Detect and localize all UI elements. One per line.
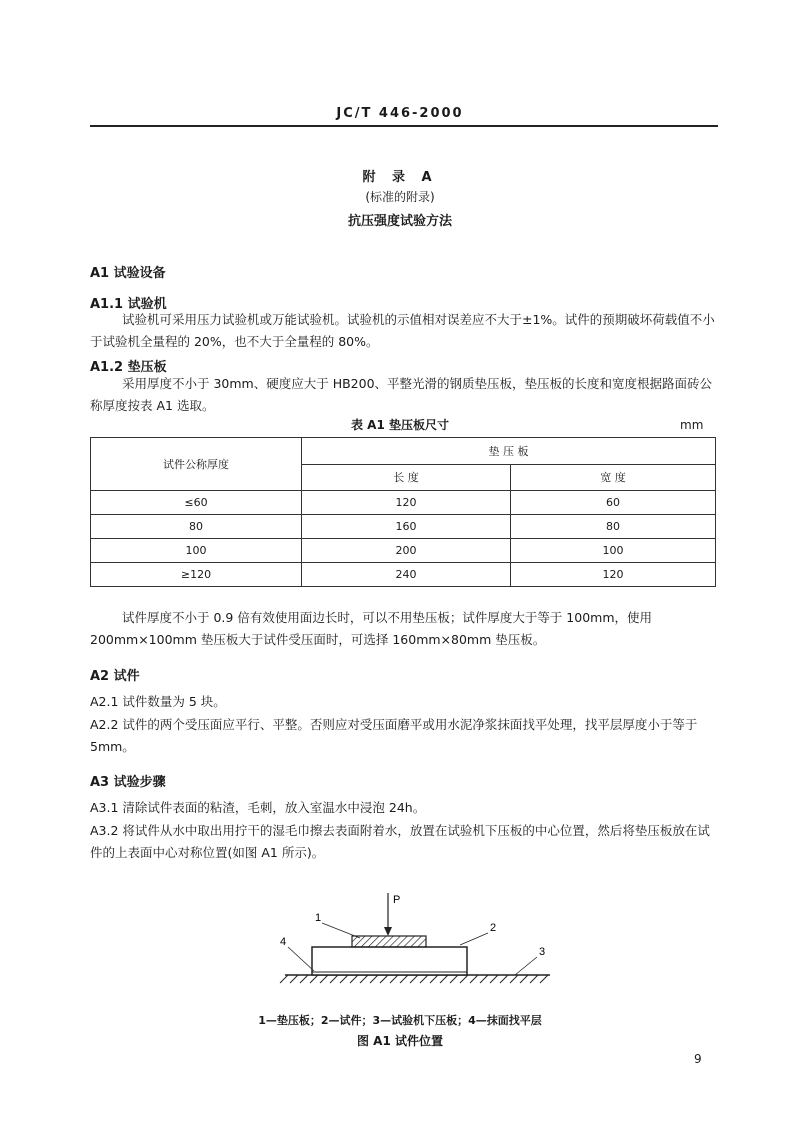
- leader-3: [515, 957, 537, 975]
- specimen-position-figure: [260, 885, 560, 1010]
- header-thickness: 试件公称厚度: [91, 438, 302, 491]
- leader-4: [288, 947, 314, 971]
- callout-2: 2: [490, 922, 497, 934]
- a21-text: A2.1 试件数量为 5 块。: [90, 694, 226, 709]
- appendix-label: 附 录 A: [362, 170, 438, 185]
- a12-text: 采用厚度不小于 30mm、硬度应大于 HB200、平整光滑的钢质垫压板，垫压板的长度和宽度根据路面砖公称厚度按表 A1 选取。: [90, 376, 713, 413]
- cell-length: 200: [302, 539, 511, 563]
- cell-width: 80: [511, 515, 716, 539]
- cell-thickness: ≤60: [91, 491, 302, 515]
- section-a1-heading: A1 试验设备: [90, 266, 166, 281]
- cell-thickness: 100: [91, 539, 302, 563]
- header-length: 长 度: [302, 464, 511, 491]
- a32-text: A3.2 将试件从水中取出用拧干的湿毛巾擦去表面附着水，放置在试验机下压板的中心位置，然后将垫压板放在试件的上表面中心对称位置(如图 A1 所示)。: [90, 823, 710, 860]
- standard-code-header: JC/T 446-2000: [336, 106, 464, 121]
- callout-4: 4: [280, 936, 287, 948]
- cell-length: 120: [302, 491, 511, 515]
- cell-width: 120: [511, 563, 716, 587]
- a31-text: A3.1 清除试件表面的粘渣，毛刺，放入室温水中浸泡 24h。: [90, 800, 426, 815]
- after-table-text: 试件厚度不小于 0.9 倍有效使用面边长时，可以不用垫压板；试件厚度大于等于 100mm，使用 200mm×100mm 垫压板大于试件受压面时，可选择 160mm×80mm 垫压板。: [90, 610, 653, 647]
- cell-length: 160: [302, 515, 511, 539]
- table-row: [91, 515, 716, 539]
- appendix-title: 抗压强度试验方法: [347, 214, 452, 229]
- load-label: P: [393, 894, 401, 906]
- figure-caption: 图 A1 试件位置: [357, 1034, 443, 1048]
- table-unit: mm: [680, 418, 704, 432]
- table-row: [91, 491, 716, 515]
- cell-length: 240: [302, 563, 511, 587]
- plate-size-table: [90, 437, 716, 587]
- a22-text: A2.2 试件的两个受压面应平行、平整。否则应对受压面磨平或用水泥净浆抹面找平处理，找平层厚度小于等于 5mm。: [90, 717, 698, 754]
- callout-1: 1: [315, 912, 322, 924]
- callout-3: 3: [539, 946, 546, 958]
- section-a2-heading: A2 试件: [90, 669, 140, 684]
- specimen-block: [312, 947, 467, 975]
- header-plate: 垫 压 板: [302, 438, 716, 465]
- header-rule: [90, 125, 718, 127]
- load-arrow-head: [384, 927, 392, 936]
- bearing-plate: [352, 936, 426, 947]
- section-a3-heading: A3 试验步骤: [90, 775, 166, 790]
- cell-width: 60: [511, 491, 716, 515]
- header-width: 宽 度: [511, 464, 716, 491]
- cell-thickness: ≥120: [91, 563, 302, 587]
- cell-thickness: 80: [91, 515, 302, 539]
- lower-platen-hatch: [280, 975, 548, 983]
- cell-width: 100: [511, 539, 716, 563]
- a11-heading: A1.1 试验机: [90, 297, 167, 312]
- leader-1: [322, 923, 360, 938]
- appendix-note: (标准的附录): [365, 190, 435, 204]
- a12-heading: A1.2 垫压板: [90, 360, 167, 375]
- figure-legend: 1—垫压板；2—试件；3—试验机下压板；4—抹面找平层: [258, 1014, 542, 1027]
- table-row: [91, 563, 716, 587]
- page-number: 9: [694, 1052, 702, 1066]
- table-row: [91, 539, 716, 563]
- leader-2: [460, 933, 488, 945]
- a11-text: 试验机可采用压力试验机或万能试验机。试验机的示值相对误差应不大于±1%。试件的预期破坏荷载值不小于试验机全量程的 20%，也不大于全量程的 80%。: [90, 312, 715, 349]
- table-caption: 表 A1 垫压板尺寸: [351, 418, 449, 432]
